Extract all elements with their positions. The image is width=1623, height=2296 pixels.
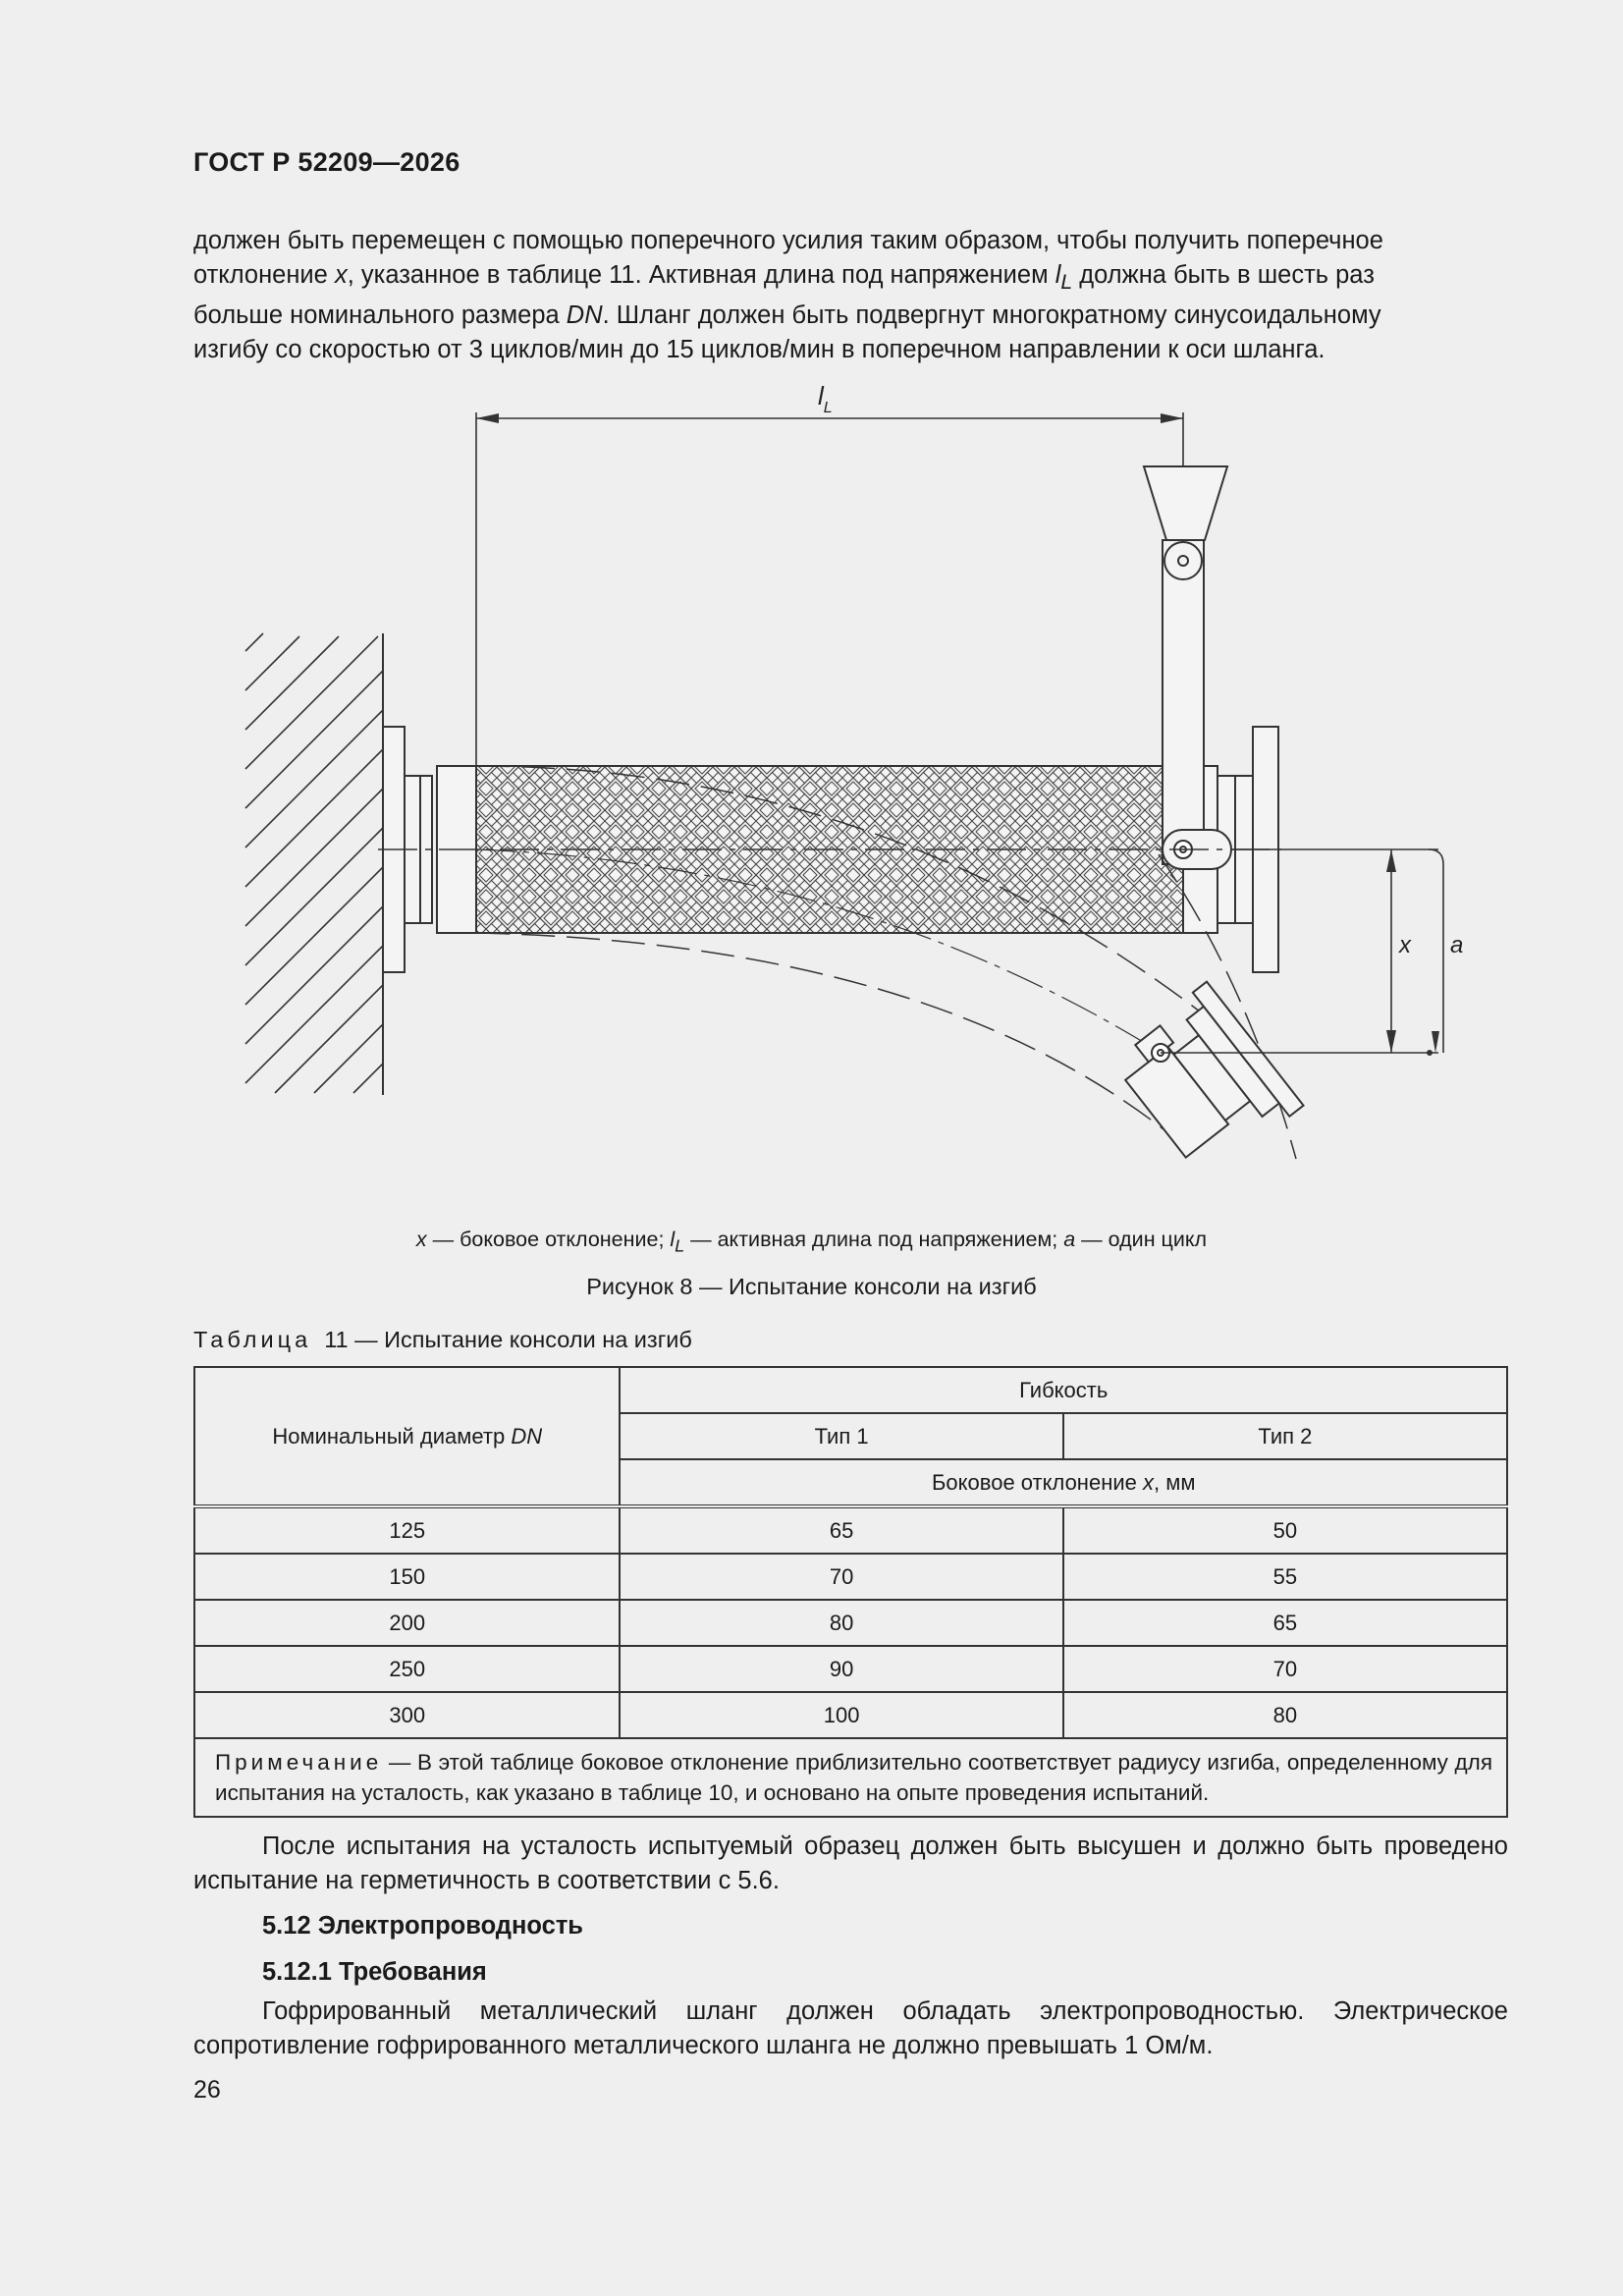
- cell-type1: 100: [620, 1692, 1062, 1738]
- table-row: [194, 1692, 1507, 1738]
- cell-dn: 250: [194, 1646, 620, 1692]
- table-row: [194, 1554, 1507, 1600]
- figure-cantilever-bend-diagram: [236, 373, 1464, 1218]
- header-type-1: Тип 1: [620, 1413, 1062, 1459]
- lever-arm: [1163, 540, 1204, 864]
- cell-type2: 55: [1063, 1554, 1507, 1600]
- section-heading-5-12: 5.12 Электропроводность: [262, 1912, 583, 1940]
- cell-type1: 80: [620, 1600, 1062, 1646]
- table-row: [194, 1646, 1507, 1692]
- cell-dn: 300: [194, 1692, 620, 1738]
- header-nominal-diameter: Номинальный диаметр DN: [194, 1367, 620, 1506]
- intro-line-2: отклонение x, указанное в таблице 11. Активная длина под напряжением $l_L$ должна быть в шесть раз: [193, 260, 1375, 294]
- intro-line-1: должен быть перемещен с помощью поперечного усилия таким образом, чтобы получить поперечное: [193, 227, 1383, 254]
- table-title: Таблица 11 — Испытание консоли на изгиб: [193, 1327, 692, 1352]
- cell-type2: 80: [1063, 1692, 1507, 1738]
- cycle-line-a: [1429, 849, 1443, 1053]
- table-row: [194, 1600, 1507, 1646]
- intro-line-4: изгибу со скоростью от 3 циклов/мин до 15 циклов/мин в поперечном направлении к оси шланга.: [193, 335, 1325, 363]
- table-row: [194, 1506, 1507, 1554]
- figure-legend: x — боковое отклонение; $l_L$ — активная длина под напряжением; a — один цикл: [415, 1228, 1208, 1256]
- table-note: Примечание — В этой таблице боковое отклонение приблизительно соответствует радиусу изгиба, определенному для испытания на усталость, как указано в таблице 10, и основано на опыте проведения испытаний.: [194, 1738, 1507, 1817]
- wall-hatching: [245, 633, 383, 1093]
- intro-line-3: больше номинального размера DN. Шланг должен быть подвергнут многократному синусоидальному: [193, 301, 1381, 330]
- figure-caption: Рисунок 8 — Испытание консоли на изгиб: [586, 1274, 1037, 1299]
- header-lateral-deviation: Боковое отклонение x, мм: [620, 1459, 1507, 1506]
- cell-dn: 200: [194, 1600, 620, 1646]
- cell-type1: 65: [620, 1506, 1062, 1554]
- section-heading-5-12-1: 5.12.1 Требования: [262, 1958, 487, 1986]
- cell-type2: 65: [1063, 1600, 1507, 1646]
- paragraph-after-test: После испытания на усталость испытуемый образец должен быть высушен и должно быть проведено испытание на герметичность в соответствии с 5.6.: [193, 1832, 1508, 1894]
- deflected-hose-lower: [476, 933, 1163, 1129]
- dim-label-a: a: [1450, 932, 1464, 958]
- upper-pivot: [1164, 542, 1202, 579]
- table-cantilever-bend: [193, 1366, 1508, 1818]
- dim-label-x: x: [1399, 932, 1411, 958]
- dim-label-lL: $l_L$: [818, 381, 833, 416]
- paragraph-conductivity: Гофрированный металлический шланг должен обладать электропроводностью. Электрическое сопротивление гофрированного металлического шланга не должно превышать 1 Ом/м.: [193, 1997, 1508, 2059]
- cell-dn: 150: [194, 1554, 620, 1600]
- cell-dn: 125: [194, 1506, 620, 1554]
- clamp-funnel: [1144, 466, 1227, 540]
- cell-type1: 90: [620, 1646, 1062, 1692]
- cell-type1: 70: [620, 1554, 1062, 1600]
- cell-type2: 70: [1063, 1646, 1507, 1692]
- header-type-2: Тип 2: [1063, 1413, 1507, 1459]
- deflected-end-assembly: [1109, 982, 1304, 1182]
- header-flexibility: Гибкость: [620, 1367, 1507, 1413]
- cell-type2: 50: [1063, 1506, 1507, 1554]
- page-number: 26: [193, 2076, 221, 2104]
- intro-paragraph: [193, 224, 1508, 366]
- document-header: ГОСТ Р 52209—2026: [193, 147, 460, 177]
